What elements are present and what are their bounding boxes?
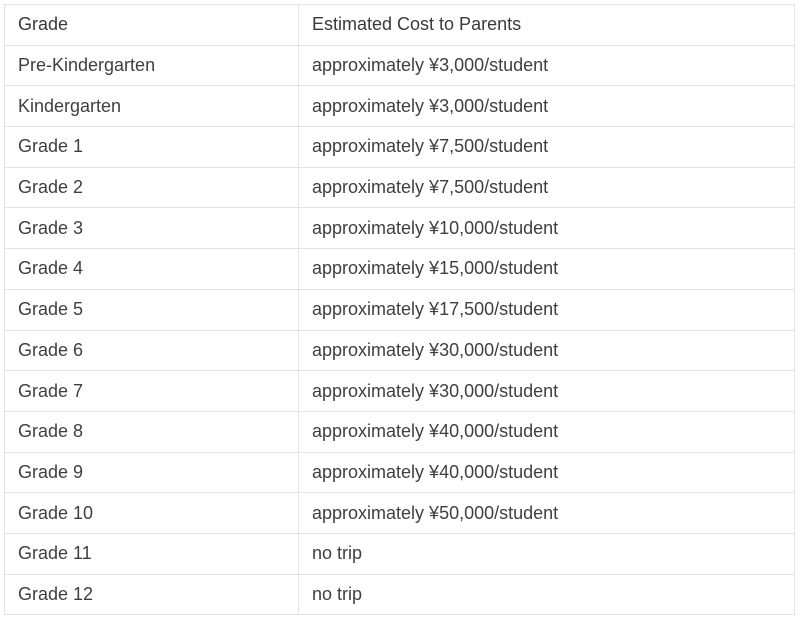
table-row [5, 289, 795, 330]
cost-table-container [4, 4, 794, 615]
cost-cell: approximately ¥50,000/student [299, 493, 795, 534]
cost-cell: approximately ¥7,500/student [299, 167, 795, 208]
grade-cell: Grade 9 [5, 452, 299, 493]
table-row [5, 45, 795, 86]
cost-cell: approximately ¥15,000/student [299, 249, 795, 290]
table-header-row [5, 5, 795, 46]
grade-cell: Grade 11 [5, 533, 299, 574]
table-row [5, 208, 795, 249]
grade-cell: Grade 6 [5, 330, 299, 371]
cost-cell: approximately ¥30,000/student [299, 330, 795, 371]
table-row [5, 249, 795, 290]
table-row [5, 411, 795, 452]
table-row [5, 493, 795, 534]
grade-cell: Grade 10 [5, 493, 299, 534]
table-row [5, 533, 795, 574]
grade-cell: Kindergarten [5, 86, 299, 127]
cost-cell: no trip [299, 533, 795, 574]
table-row [5, 452, 795, 493]
grade-cell: Grade 7 [5, 371, 299, 412]
grade-cell: Grade 1 [5, 127, 299, 168]
table-row [5, 330, 795, 371]
table-row [5, 127, 795, 168]
header-grade: Grade [5, 5, 299, 46]
cost-cell: approximately ¥10,000/student [299, 208, 795, 249]
cost-cell: no trip [299, 574, 795, 615]
cost-table [4, 4, 795, 615]
cost-cell: approximately ¥3,000/student [299, 45, 795, 86]
header-estimated-cost: Estimated Cost to Parents [299, 5, 795, 46]
grade-cell: Pre-Kindergarten [5, 45, 299, 86]
table-row [5, 371, 795, 412]
cost-cell: approximately ¥40,000/student [299, 411, 795, 452]
grade-cell: Grade 5 [5, 289, 299, 330]
cost-cell: approximately ¥40,000/student [299, 452, 795, 493]
cost-cell: approximately ¥3,000/student [299, 86, 795, 127]
table-row [5, 574, 795, 615]
cost-cell: approximately ¥7,500/student [299, 127, 795, 168]
grade-cell: Grade 8 [5, 411, 299, 452]
grade-cell: Grade 12 [5, 574, 299, 615]
table-row [5, 167, 795, 208]
grade-cell: Grade 4 [5, 249, 299, 290]
grade-cell: Grade 3 [5, 208, 299, 249]
cost-cell: approximately ¥17,500/student [299, 289, 795, 330]
cost-cell: approximately ¥30,000/student [299, 371, 795, 412]
table-row [5, 86, 795, 127]
grade-cell: Grade 2 [5, 167, 299, 208]
